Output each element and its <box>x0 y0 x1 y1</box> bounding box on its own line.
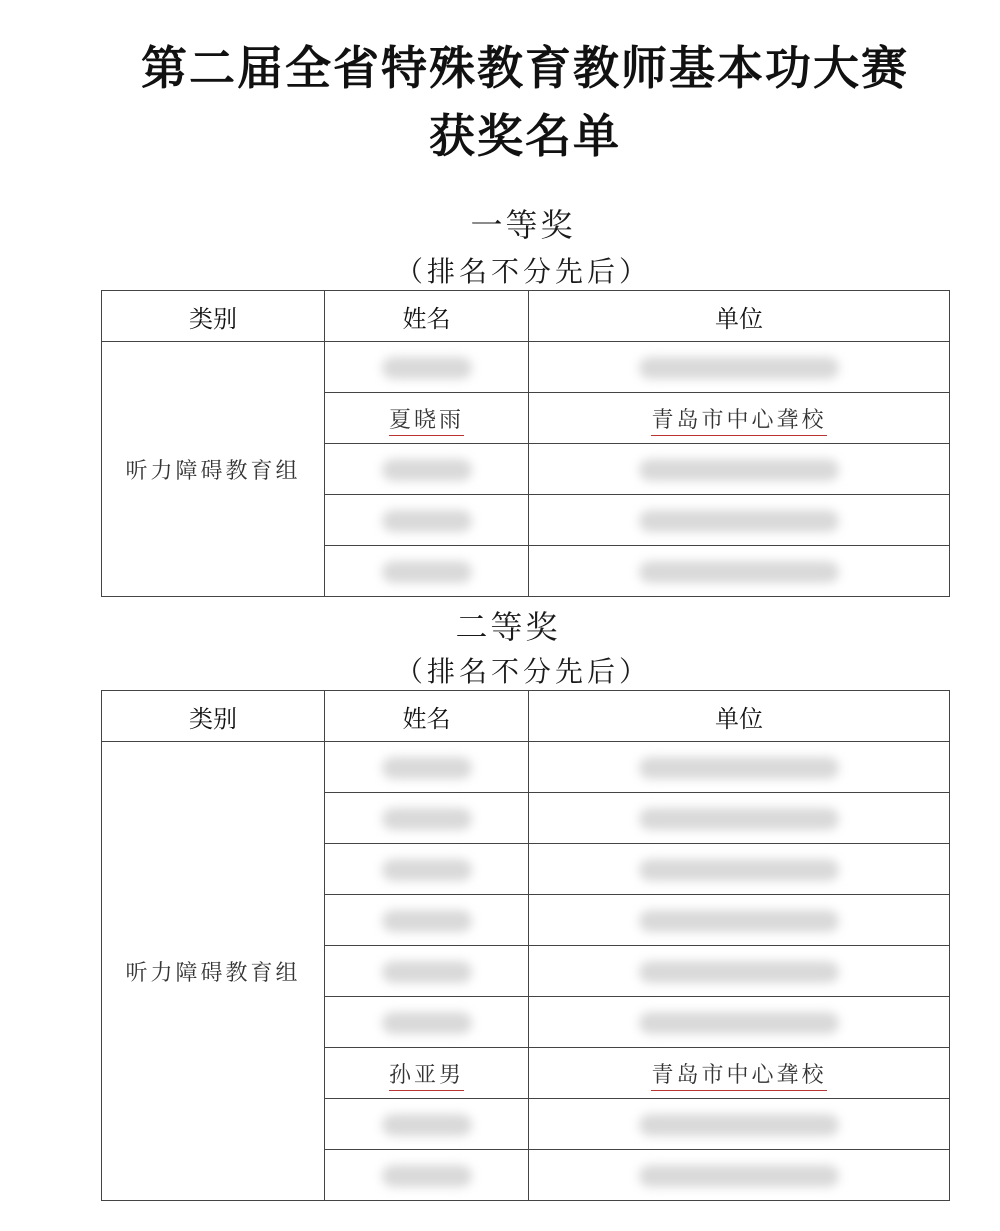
name-cell-redacted <box>325 793 529 844</box>
document-title-line-1: 第二届全省特殊教育教师基本功大赛 <box>141 41 909 95</box>
document-title-line-2: 获奖名单 <box>429 109 621 163</box>
table-header-row <box>102 291 950 342</box>
unit-cell-redacted <box>529 946 950 997</box>
redacted-name <box>382 961 472 983</box>
name-cell-redacted <box>325 342 529 393</box>
unit-cell-redacted <box>529 742 950 793</box>
redacted-name <box>382 561 472 583</box>
redacted-unit <box>639 561 839 583</box>
unit-cell-redacted <box>529 342 950 393</box>
name-cell-redacted <box>325 946 529 997</box>
column-header-name: 姓名 <box>325 691 529 742</box>
name-cell-redacted <box>325 444 529 495</box>
unit-cell-redacted <box>529 844 950 895</box>
redacted-unit <box>639 1114 839 1136</box>
redacted-unit <box>639 510 839 532</box>
name-cell-redacted <box>325 546 529 597</box>
redacted-unit <box>639 1012 839 1034</box>
redacted-name <box>382 1012 472 1034</box>
unit-cell-redacted <box>529 1150 950 1201</box>
winner-name: 夏晓雨 <box>389 408 464 436</box>
unit-cell-redacted <box>529 793 950 844</box>
winner-unit: 青岛市中心聋校 <box>651 1063 826 1091</box>
redacted-unit <box>639 357 839 379</box>
name-cell-redacted <box>325 997 529 1048</box>
unit-cell-redacted <box>529 895 950 946</box>
unit-cell-redacted <box>529 495 950 546</box>
redacted-name <box>382 1165 472 1187</box>
redacted-unit <box>639 1165 839 1187</box>
category-cell: 听力障碍教育组 <box>102 342 325 597</box>
winner-name: 孙亚男 <box>389 1063 464 1091</box>
name-cell-redacted <box>325 1099 529 1150</box>
redacted-name <box>382 910 472 932</box>
second-prize-subheading: （排名不分先后） <box>394 655 651 688</box>
redacted-name <box>382 357 472 379</box>
redacted-unit <box>639 910 839 932</box>
table-header-row <box>102 691 950 742</box>
name-cell-redacted <box>325 844 529 895</box>
unit-cell-redacted <box>529 444 950 495</box>
second-prize-table <box>101 690 950 1201</box>
name-cell-redacted <box>325 495 529 546</box>
redacted-unit <box>639 459 839 481</box>
unit-cell-redacted <box>529 546 950 597</box>
redacted-unit <box>639 859 839 881</box>
redacted-unit <box>639 757 839 779</box>
column-header-category: 类别 <box>102 291 325 342</box>
unit-cell-redacted <box>529 1099 950 1150</box>
name-cell-redacted <box>325 742 529 793</box>
name-cell-redacted <box>325 895 529 946</box>
redacted-unit <box>639 808 839 830</box>
column-header-unit: 单位 <box>529 291 950 342</box>
column-header-unit: 单位 <box>529 691 950 742</box>
redacted-name <box>382 459 472 481</box>
redacted-name <box>382 510 472 532</box>
unit-cell <box>529 393 950 444</box>
first-prize-subheading: （排名不分先后） <box>394 255 651 288</box>
table-row <box>102 742 950 793</box>
first-prize-heading: 一等奖 <box>470 206 576 244</box>
winner-unit: 青岛市中心聋校 <box>651 408 826 436</box>
column-header-name: 姓名 <box>325 291 529 342</box>
category-cell: 听力障碍教育组 <box>102 742 325 1201</box>
redacted-name <box>382 859 472 881</box>
redacted-unit <box>639 961 839 983</box>
redacted-name <box>382 1114 472 1136</box>
unit-cell-redacted <box>529 997 950 1048</box>
column-header-category: 类别 <box>102 691 325 742</box>
name-cell <box>325 1048 529 1099</box>
redacted-name <box>382 757 472 779</box>
table-row <box>102 342 950 393</box>
unit-cell <box>529 1048 950 1099</box>
name-cell <box>325 393 529 444</box>
redacted-name <box>382 808 472 830</box>
first-prize-table <box>101 290 950 597</box>
second-prize-heading: 二等奖 <box>455 608 561 646</box>
name-cell-redacted <box>325 1150 529 1201</box>
